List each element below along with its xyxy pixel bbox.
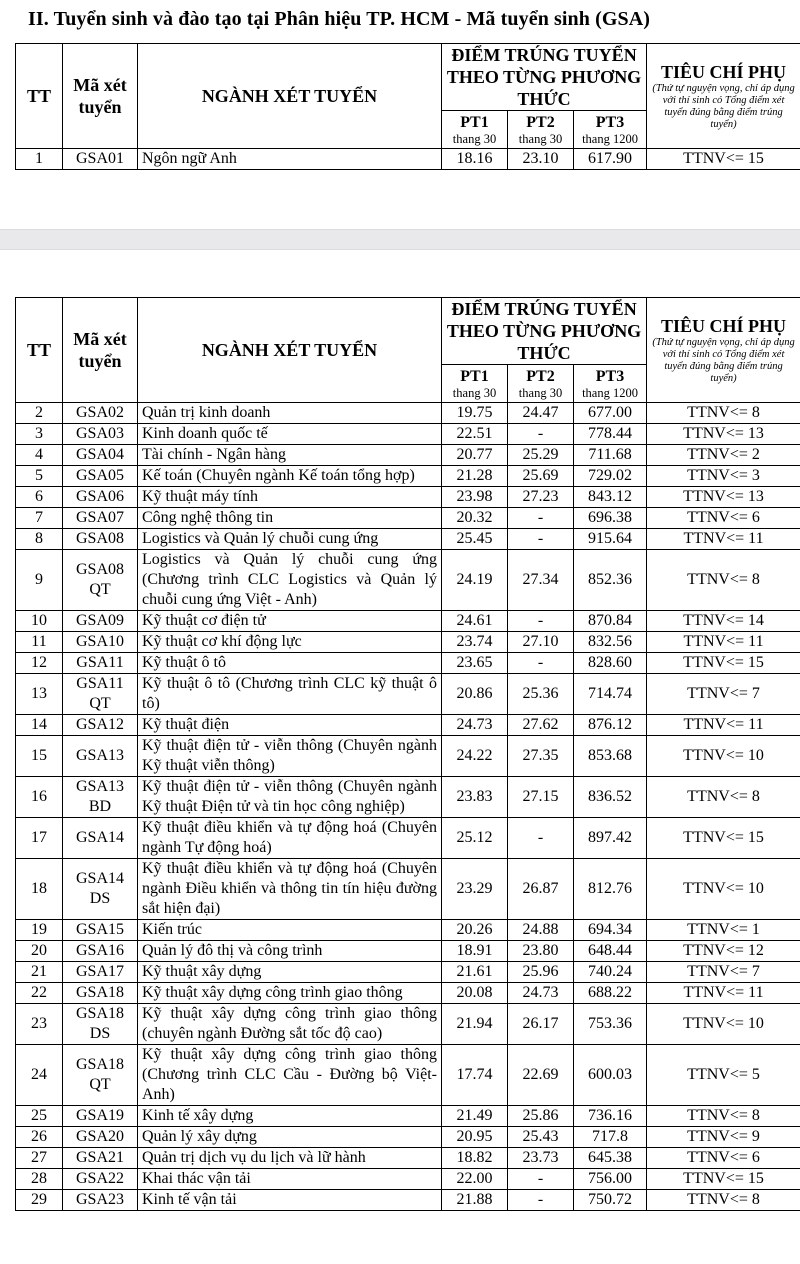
score-pt3: 717.8 [574,1127,647,1148]
sub-criterion: TTNV<= 11 [647,983,800,1004]
admission-code: GSA13 BD [63,777,138,818]
score-pt2: 25.96 [508,962,574,983]
sub-criterion: TTNV<= 15 [647,149,800,170]
sub-criterion: TTNV<= 12 [647,941,800,962]
sub-criterion: TTNV<= 14 [647,611,800,632]
row-number: 15 [16,736,63,777]
major-name: Kỹ thuật máy tính [138,487,442,508]
score-pt3: 870.84 [574,611,647,632]
admission-code: GSA23 [63,1190,138,1211]
admission-code: GSA14 [63,818,138,859]
table-row [16,715,800,736]
score-pt1: 22.00 [442,1169,508,1190]
row-number: 17 [16,818,63,859]
header-tieuchi-label: TIÊU CHÍ PHỤ [661,62,787,82]
score-pt1: 20.86 [442,674,508,715]
score-pt2: 26.87 [508,859,574,920]
row-number: 21 [16,962,63,983]
score-pt3: 832.56 [574,632,647,653]
score-pt3: 853.68 [574,736,647,777]
row-number: 20 [16,941,63,962]
score-pt2: - [508,508,574,529]
sub-criterion: TTNV<= 1 [647,920,800,941]
header-pt2 [508,111,574,149]
admission-code: GSA19 [63,1106,138,1127]
table-row [16,1106,800,1127]
sub-criterion: TTNV<= 13 [647,487,800,508]
admission-code: GSA21 [63,1148,138,1169]
score-pt2: 27.34 [508,550,574,611]
admission-code: GSA08 QT [63,550,138,611]
score-pt3: 729.02 [574,466,647,487]
row-number: 25 [16,1106,63,1127]
score-pt3: 648.44 [574,941,647,962]
sub-criterion: TTNV<= 8 [647,1106,800,1127]
admission-code: GSA13 [63,736,138,777]
table-row [16,403,800,424]
admission-code: GSA17 [63,962,138,983]
admission-code: GSA18 DS [63,1004,138,1045]
score-pt2: 22.69 [508,1045,574,1106]
score-pt1: 20.95 [442,1127,508,1148]
row-number: 28 [16,1169,63,1190]
row-number: 9 [16,550,63,611]
header-pt3-scale: thang 1200 [582,131,638,146]
table-row [16,674,800,715]
row-number: 3 [16,424,63,445]
table-row [16,859,800,920]
score-pt3: 750.72 [574,1190,647,1211]
sub-criterion: TTNV<= 15 [647,818,800,859]
score-pt1: 23.65 [442,653,508,674]
score-pt2: 27.10 [508,632,574,653]
score-pt2: 23.80 [508,941,574,962]
major-name: Kỹ thuật điện tử - viễn thông (Chuyên ngành Kỹ thuật Điện tử và tin học công nghiệp) [138,777,442,818]
table-row [16,550,800,611]
sub-criterion: TTNV<= 7 [647,962,800,983]
score-pt1: 21.49 [442,1106,508,1127]
header-pt1-scale: thang 30 [452,131,497,146]
row-number: 7 [16,508,63,529]
row-number: 5 [16,466,63,487]
score-pt3: 836.52 [574,777,647,818]
sub-criterion: TTNV<= 2 [647,445,800,466]
sub-criterion: TTNV<= 8 [647,550,800,611]
admission-code: GSA22 [63,1169,138,1190]
sub-criterion: TTNV<= 15 [647,1169,800,1190]
row-number: 22 [16,983,63,1004]
row-number: 1 [16,149,63,170]
major-name: Kỹ thuật ô tô [138,653,442,674]
header-nganh: NGÀNH XÉT TUYỂN [138,44,442,149]
score-pt1: 24.22 [442,736,508,777]
score-pt3: 915.64 [574,529,647,550]
table-row [16,920,800,941]
admission-code: GSA15 [63,920,138,941]
score-pt3: 696.38 [574,508,647,529]
row-number: 12 [16,653,63,674]
score-pt1: 18.82 [442,1148,508,1169]
score-pt1: 25.12 [442,818,508,859]
major-name: Kỹ thuật xây dựng công trình giao thông [138,983,442,1004]
sub-criterion: TTNV<= 11 [647,715,800,736]
sub-criterion: TTNV<= 11 [647,529,800,550]
admission-code: GSA16 [63,941,138,962]
score-pt1: 23.29 [442,859,508,920]
header-diem: ĐIỂM TRÚNG TUYỂN THEO TỪNG PHƯƠNG THỨC [442,44,647,111]
sub-criterion: TTNV<= 11 [647,632,800,653]
sub-criterion: TTNV<= 8 [647,777,800,818]
header-pt3-scale: thang 1200 [582,385,638,400]
table-row [16,941,800,962]
major-name: Kỹ thuật điều khiển và tự động hoá (Chuyên ngành Điều khiển và thông tin tín hiệu đường sắt hiện đại) [138,859,442,920]
score-pt3: 645.38 [574,1148,647,1169]
score-pt2: - [508,653,574,674]
major-name: Quản trị kinh doanh [138,403,442,424]
admission-code: GSA01 [63,149,138,170]
table-row [16,962,800,983]
score-pt3: 753.36 [574,1004,647,1045]
header-pt2-scale: thang 30 [518,385,563,400]
score-pt1: 24.61 [442,611,508,632]
sub-criterion: TTNV<= 6 [647,508,800,529]
major-name: Quản lý xây dựng [138,1127,442,1148]
major-name: Công nghệ thông tin [138,508,442,529]
score-pt3: 736.16 [574,1106,647,1127]
score-pt1: 20.32 [442,508,508,529]
score-pt3: 876.12 [574,715,647,736]
row-number: 16 [16,777,63,818]
score-pt2: - [508,529,574,550]
section-heading: II. Tuyển sinh và đào tạo tại Phân hiệu TP. HCM - Mã tuyển sinh (GSA) [28,8,651,30]
admission-code: GSA14 DS [63,859,138,920]
score-pt3: 756.00 [574,1169,647,1190]
table-row [16,653,800,674]
score-pt3: 714.74 [574,674,647,715]
score-pt1: 22.51 [442,424,508,445]
header-pt2 [508,365,574,403]
header-pt3 [574,365,647,403]
score-pt1: 20.08 [442,983,508,1004]
admission-code: GSA18 QT [63,1045,138,1106]
major-name: Ngôn ngữ Anh [138,149,442,170]
header-pt2-label: PT2 [526,113,555,131]
score-pt3: 828.60 [574,653,647,674]
header-ma: Mã xét tuyển [63,298,138,403]
row-number: 29 [16,1190,63,1211]
row-number: 2 [16,403,63,424]
row-number: 18 [16,859,63,920]
table-row [16,149,800,170]
major-name: Quản lý đô thị và công trình [138,941,442,962]
score-pt2: 27.15 [508,777,574,818]
score-pt1: 23.83 [442,777,508,818]
score-pt2: 25.69 [508,466,574,487]
admission-code: GSA11 [63,653,138,674]
table-2-body [16,403,800,1211]
admission-code: GSA12 [63,715,138,736]
header-tt: TT [16,44,63,149]
score-pt3: 600.03 [574,1045,647,1106]
header-pt2-scale: thang 30 [518,131,563,146]
table-row [16,1127,800,1148]
score-pt1: 24.19 [442,550,508,611]
score-pt2: 27.23 [508,487,574,508]
score-pt1: 21.88 [442,1190,508,1211]
major-name: Kỹ thuật xây dựng công trình giao thông (Chương trình CLC Cầu - Đường bộ Việt-Anh) [138,1045,442,1106]
major-name: Kỹ thuật điều khiển và tự động hoá (Chuyên ngành Tự động hoá) [138,818,442,859]
table-1-body [16,149,800,170]
major-name: Logistics và Quản lý chuỗi cung ứng (Chương trình CLC Logistics và Quản lý chuỗi cung ứng Việt - Anh) [138,550,442,611]
table-row [16,529,800,550]
row-number: 11 [16,632,63,653]
admission-code: GSA11 QT [63,674,138,715]
score-pt2: 25.86 [508,1106,574,1127]
score-pt3: 617.90 [574,149,647,170]
major-name: Kỹ thuật ô tô (Chương trình CLC kỹ thuật ô tô) [138,674,442,715]
score-pt3: 812.76 [574,859,647,920]
admission-code: GSA18 [63,983,138,1004]
admission-code: GSA20 [63,1127,138,1148]
major-name: Kỹ thuật điện [138,715,442,736]
score-pt3: 778.44 [574,424,647,445]
header-pt3 [574,111,647,149]
header-pt1-label: PT1 [460,113,489,131]
admission-code: GSA08 [63,529,138,550]
score-pt2: 25.29 [508,445,574,466]
table-row [16,424,800,445]
table-row [16,1045,800,1106]
header-tieuchi-label: TIÊU CHÍ PHỤ [661,316,787,336]
admission-code: GSA07 [63,508,138,529]
sub-criterion: TTNV<= 8 [647,1190,800,1211]
score-pt1: 23.74 [442,632,508,653]
score-pt1: 17.74 [442,1045,508,1106]
header-pt1 [442,111,508,149]
table-row [16,983,800,1004]
major-name: Kiến trúc [138,920,442,941]
score-pt3: 740.24 [574,962,647,983]
major-name: Logistics và Quản lý chuỗi cung ứng [138,529,442,550]
table-row [16,1148,800,1169]
score-pt3: 688.22 [574,983,647,1004]
table-row [16,1190,800,1211]
admission-code: GSA04 [63,445,138,466]
sub-criterion: TTNV<= 5 [647,1045,800,1106]
score-pt2: 27.35 [508,736,574,777]
table-row [16,777,800,818]
table-row [16,445,800,466]
score-pt2: 24.73 [508,983,574,1004]
row-number: 14 [16,715,63,736]
row-number: 27 [16,1148,63,1169]
row-number: 6 [16,487,63,508]
table-row [16,632,800,653]
score-pt2: 24.88 [508,920,574,941]
table-row [16,818,800,859]
sub-criterion: TTNV<= 13 [647,424,800,445]
row-number: 8 [16,529,63,550]
header-diem: ĐIỂM TRÚNG TUYỂN THEO TỪNG PHƯƠNG THỨC [442,298,647,365]
header-tieuchi [647,44,800,149]
admission-code: GSA02 [63,403,138,424]
score-pt1: 21.28 [442,466,508,487]
major-name: Tài chính - Ngân hàng [138,445,442,466]
score-pt1: 25.45 [442,529,508,550]
sub-criterion: TTNV<= 10 [647,736,800,777]
score-pt3: 843.12 [574,487,647,508]
header-tieuchi-note: (Thứ tự nguyện vọng, chỉ áp dụng với thí sinh có Tổng điểm xét tuyển đúng bằng điểm trúng tuyển) [652,83,795,130]
table-row [16,736,800,777]
row-number: 10 [16,611,63,632]
major-name: Quản trị dịch vụ du lịch và lữ hành [138,1148,442,1169]
score-pt2: - [508,818,574,859]
score-pt1: 20.26 [442,920,508,941]
header-pt3-label: PT3 [595,367,625,385]
table-row [16,508,800,529]
major-name: Kỹ thuật điện tử - viễn thông (Chuyên ngành Kỹ thuật viễn thông) [138,736,442,777]
score-pt2: - [508,424,574,445]
score-pt2: 25.43 [508,1127,574,1148]
major-name: Kinh tế xây dựng [138,1106,442,1127]
row-number: 19 [16,920,63,941]
table-row [16,611,800,632]
admission-code: GSA09 [63,611,138,632]
header-tt: TT [16,298,63,403]
score-pt1: 18.91 [442,941,508,962]
score-pt1: 20.77 [442,445,508,466]
major-name: Kinh tế vận tải [138,1190,442,1211]
score-pt1: 24.73 [442,715,508,736]
major-name: Kỹ thuật cơ khí động lực [138,632,442,653]
sub-criterion: TTNV<= 15 [647,653,800,674]
score-pt1: 21.61 [442,962,508,983]
row-number: 26 [16,1127,63,1148]
major-name: Khai thác vận tải [138,1169,442,1190]
major-name: Kỹ thuật xây dựng [138,962,442,983]
score-pt3: 711.68 [574,445,647,466]
header-nganh: NGÀNH XÉT TUYỂN [138,298,442,403]
sub-criterion: TTNV<= 10 [647,1004,800,1045]
table-row [16,487,800,508]
sub-criterion: TTNV<= 10 [647,859,800,920]
score-pt2: 27.62 [508,715,574,736]
table-row [16,1169,800,1190]
header-tieuchi [647,298,800,403]
score-pt2: 23.73 [508,1148,574,1169]
admission-code: GSA06 [63,487,138,508]
row-number: 13 [16,674,63,715]
score-pt3: 852.36 [574,550,647,611]
sub-criterion: TTNV<= 3 [647,466,800,487]
header-pt2-label: PT2 [526,367,555,385]
admission-table-2 [15,297,800,1211]
score-pt2: - [508,611,574,632]
row-number: 24 [16,1045,63,1106]
score-pt1: 23.98 [442,487,508,508]
score-pt1: 21.94 [442,1004,508,1045]
score-pt2: 23.10 [508,149,574,170]
score-pt3: 897.42 [574,818,647,859]
score-pt1: 19.75 [442,403,508,424]
score-pt2: - [508,1190,574,1211]
score-pt3: 677.00 [574,403,647,424]
sub-criterion: TTNV<= 8 [647,403,800,424]
row-number: 23 [16,1004,63,1045]
score-pt2: 26.17 [508,1004,574,1045]
admission-code: GSA03 [63,424,138,445]
admission-table-1 [15,43,800,170]
major-name: Kế toán (Chuyên ngành Kế toán tổng hợp) [138,466,442,487]
header-ma: Mã xét tuyển [63,44,138,149]
header-pt1-scale: thang 30 [452,385,497,400]
header-tieuchi-note: (Thứ tự nguyện vọng, chỉ áp dụng với thí sinh có Tổng điểm xét tuyển đúng bằng điểm trúng tuyển) [652,337,795,384]
sub-criterion: TTNV<= 7 [647,674,800,715]
sub-criterion: TTNV<= 9 [647,1127,800,1148]
header-pt1-label: PT1 [460,367,489,385]
table-row [16,1004,800,1045]
table-row [16,466,800,487]
page-separator [0,229,800,250]
major-name: Kinh doanh quốc tế [138,424,442,445]
score-pt2: 24.47 [508,403,574,424]
header-pt3-label: PT3 [595,113,625,131]
admission-code: GSA05 [63,466,138,487]
score-pt3: 694.34 [574,920,647,941]
admission-code: GSA10 [63,632,138,653]
sub-criterion: TTNV<= 6 [647,1148,800,1169]
header-pt1 [442,365,508,403]
row-number: 4 [16,445,63,466]
major-name: Kỹ thuật cơ điện tử [138,611,442,632]
major-name: Kỹ thuật xây dựng công trình giao thông (chuyên ngành Đường sắt tốc độ cao) [138,1004,442,1045]
score-pt2: 25.36 [508,674,574,715]
score-pt2: - [508,1169,574,1190]
score-pt1: 18.16 [442,149,508,170]
